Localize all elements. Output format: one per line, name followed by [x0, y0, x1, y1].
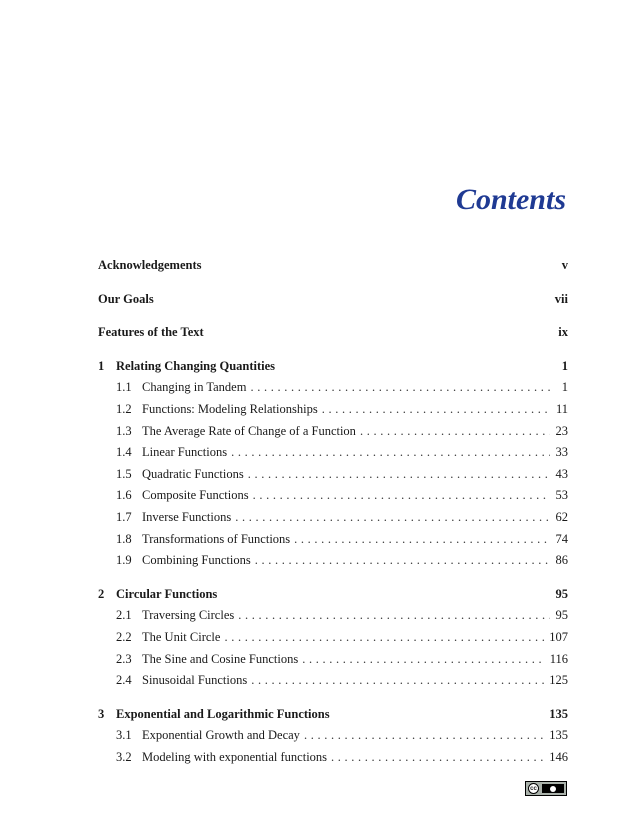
toc-section-2-3[interactable]	[98, 649, 568, 671]
toc-section-1-7[interactable]	[98, 507, 568, 529]
section-page: 86	[555, 553, 568, 568]
section-number: 3.1	[116, 728, 132, 743]
section-page: 43	[555, 466, 568, 481]
toc-chapter-3[interactable]	[98, 704, 568, 726]
chapter-number: 2	[98, 586, 105, 601]
dot-leader	[250, 377, 550, 399]
section-number: 2.3	[116, 651, 132, 666]
section-title: The Average Rate of Change of a Function	[142, 423, 356, 438]
section-title: Functions: Modeling Relationships	[142, 401, 318, 416]
dot-leader	[255, 550, 550, 572]
chapter-number: 3	[98, 706, 105, 721]
attribution-icon	[542, 784, 564, 793]
section-page: 107	[549, 629, 568, 644]
chapter-title: Relating Changing Quantities	[116, 358, 276, 373]
toc-entry-page: ix	[558, 325, 568, 340]
section-title: Traversing Circles	[142, 608, 235, 623]
section-page: 74	[555, 531, 568, 546]
chapter-number: 1	[98, 358, 105, 373]
section-number: 1.2	[116, 401, 132, 416]
cc-logo-icon: cc	[528, 783, 539, 794]
section-number: 1.9	[116, 553, 132, 568]
section-number: 3.2	[116, 749, 132, 764]
toc-section-2-1[interactable]	[98, 605, 568, 627]
dot-leader	[294, 529, 550, 551]
section-number: 1.5	[116, 466, 132, 481]
chapter-page: 1	[561, 358, 568, 373]
section-title: The Unit Circle	[142, 629, 221, 644]
chapter-title: Exponential and Logarithmic Functions	[116, 706, 330, 721]
toc-section-3-1[interactable]	[98, 725, 568, 747]
toc-entry-acknowledgements[interactable]	[98, 255, 568, 277]
dot-leader	[302, 649, 545, 671]
section-number: 1.7	[116, 509, 132, 524]
table-of-contents	[98, 255, 568, 768]
page-title: Contents	[455, 183, 566, 216]
section-title: Transformations of Functions	[142, 531, 291, 546]
dot-leader	[224, 627, 545, 649]
dot-leader	[331, 747, 545, 769]
toc-section-3-2[interactable]	[98, 747, 568, 769]
section-title: Modeling with exponential functions	[142, 749, 328, 764]
toc-section-1-1[interactable]	[98, 377, 568, 399]
toc-section-1-4[interactable]	[98, 442, 568, 464]
section-number: 1.1	[116, 380, 132, 395]
section-page: 11	[555, 401, 568, 416]
toc-entry-features[interactable]	[98, 322, 568, 344]
section-title: Sinusoidal Functions	[142, 673, 248, 688]
dot-leader	[253, 485, 550, 507]
toc-entry-title: Our Goals	[98, 291, 154, 306]
toc-section-1-3[interactable]	[98, 421, 568, 443]
section-page: 62	[555, 509, 568, 524]
section-title: Exponential Growth and Decay	[142, 728, 300, 743]
section-number: 2.2	[116, 629, 132, 644]
section-page: 33	[555, 445, 568, 460]
toc-entry-page: v	[561, 258, 568, 272]
section-page: 95	[555, 608, 568, 623]
section-title: Quadratic Functions	[142, 466, 244, 481]
dot-leader	[235, 507, 550, 529]
toc-section-2-4[interactable]	[98, 670, 568, 692]
section-page: 53	[555, 488, 568, 503]
section-page: 23	[555, 423, 568, 438]
toc-section-1-6[interactable]	[98, 485, 568, 507]
toc-section-1-9[interactable]	[98, 550, 568, 572]
dot-leader	[322, 399, 550, 421]
section-title: The Sine and Cosine Functions	[142, 651, 299, 666]
toc-entry-page: vii	[554, 291, 568, 306]
dot-leader	[238, 605, 550, 627]
chapter-page: 95	[555, 586, 568, 601]
section-number: 1.3	[116, 423, 132, 438]
dot-leader	[360, 421, 550, 443]
section-title: Composite Functions	[142, 488, 249, 503]
section-page: 146	[549, 749, 568, 764]
section-number: 1.4	[116, 445, 132, 460]
section-title: Combining Functions	[142, 553, 251, 568]
section-number: 2.1	[116, 608, 132, 623]
toc-chapter-2[interactable]	[98, 584, 568, 606]
toc-entry-title: Acknowledgements	[98, 258, 202, 272]
creative-commons-by-icon[interactable]	[525, 781, 567, 796]
section-number: 1.6	[116, 488, 132, 503]
toc-section-2-2[interactable]	[98, 627, 568, 649]
section-number: 2.4	[116, 673, 132, 688]
toc-entry-our-goals[interactable]	[98, 289, 568, 311]
dot-leader	[304, 725, 545, 747]
section-page: 1	[561, 380, 568, 395]
section-page: 135	[549, 728, 568, 743]
chapter-title: Circular Functions	[116, 586, 218, 601]
section-title: Changing in Tandem	[142, 380, 247, 395]
section-title: Linear Functions	[142, 445, 228, 460]
toc-entry-title: Features of the Text	[98, 325, 204, 340]
toc-section-1-2[interactable]	[98, 399, 568, 421]
section-title: Inverse Functions	[142, 509, 232, 524]
dot-leader	[251, 670, 545, 692]
section-page: 116	[549, 651, 568, 666]
toc-section-1-5[interactable]	[98, 464, 568, 486]
dot-leader	[248, 464, 550, 486]
dot-leader	[231, 442, 550, 464]
section-page: 125	[549, 673, 568, 688]
toc-section-1-8[interactable]	[98, 529, 568, 551]
chapter-page: 135	[549, 706, 568, 721]
section-number: 1.8	[116, 531, 132, 546]
toc-chapter-1[interactable]	[98, 356, 568, 378]
